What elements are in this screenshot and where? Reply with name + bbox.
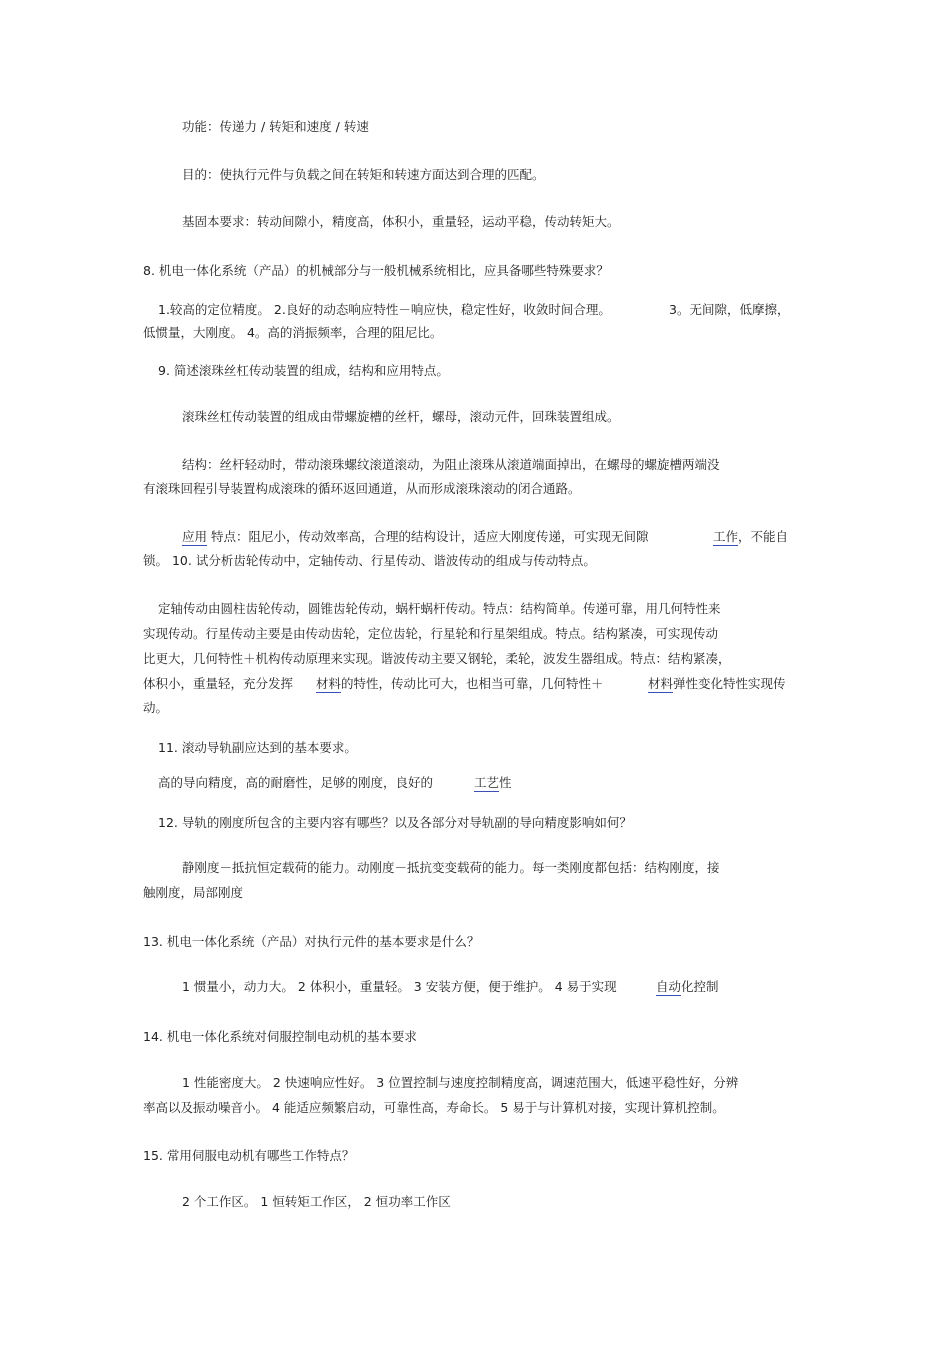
answer-11 — [158, 775, 433, 791]
answer-9-features-tail — [713, 529, 788, 545]
answer-9-features-text: 特点：阻尼小，传动效率高，合理的结构设计，适应大刚度传递，可实现无间隙 — [211, 529, 649, 544]
answer-10-line-3: 比更大，几何特性＋机构传动原理来实现。谐波传动主要又钢轮，柔轮，波发生器组成。特点：结构紧凑， — [143, 651, 731, 666]
answer-9-composition: 滚珠丝杠传动装置的组成由带螺旋槽的丝杆，螺母，滚动元件，回珠装置组成。 — [182, 409, 620, 424]
question-8: 8. 机电一体化系统（产品）的机械部分与一般机械系统相比，应具备哪些特殊要求？ — [143, 263, 609, 278]
link-material-1[interactable]: 材料 — [316, 676, 342, 691]
answer-12-line-2: 触刚度，局部刚度 — [143, 885, 244, 900]
answer-13 — [182, 979, 617, 995]
link-application[interactable]: 应用 — [182, 529, 208, 544]
answer-10-line-4 — [143, 676, 293, 692]
function-line: 功能：传递力 / 转矩和速度 / 转速 — [182, 119, 369, 134]
question-12: 12. 导轨的刚度所包含的主要内容有哪些？以及各部分对导轨副的导向精度影响如何？ — [158, 815, 632, 830]
answer-10-line-4-b: 的特性，传动比可大，也相当可靠，几何特性＋ — [341, 676, 604, 691]
answer-13-tail-text: 化控制 — [681, 979, 719, 994]
answer-9-structure-line-1: 结构：丝杆轻动时，带动滚珠螺纹滚道滚动，为阻止滚珠从滚道端面掉出，在螺母的螺旋槽两端没 — [182, 457, 720, 472]
question-10-line: 锁。 10. 试分析齿轮传动中，定轴传动、行星传动、谐波传动的组成与传动特点。 — [143, 553, 596, 568]
answer-12-line-1: 静刚度－抵抗恒定载荷的能力。动刚度－抵抗变变载荷的能力。每一类刚度都包括：结构刚度，接 — [182, 860, 720, 875]
answer-10-line-4-end — [648, 676, 786, 692]
answer-11-tail-text: 性 — [499, 775, 512, 790]
answer-8-line-2: 低惯量，大刚度。 4。高的消振频率，合理的阻尼比。 — [143, 325, 443, 340]
link-craft[interactable]: 工艺 — [474, 775, 500, 790]
answer-10-line-1: 定轴传动由圆柱齿轮传动，圆锥齿轮传动，蜗杆蜗杆传动。特点：结构简单。传递可靠，用几何特性来 — [158, 601, 721, 616]
question-13: 13. 机电一体化系统（产品）对执行元件的基本要求是什么？ — [143, 934, 480, 949]
answer-14-line-1: 1 性能密度大。 2 快速响应性好。 3 位置控制与速度控制精度高，调速范围大，低速平稳性好，分辨 — [182, 1075, 739, 1090]
purpose-line: 目的：使执行元件与负载之间在转矩和转速方面达到合理的匹配。 — [182, 167, 545, 182]
link-work[interactable]: 工作 — [713, 529, 739, 544]
answer-13-tail — [656, 979, 719, 995]
answer-9-structure-line-2: 有滚珠回程引导装置构成滚珠的循环返回通道，从而形成滚珠滚动的闭合通路。 — [143, 481, 581, 496]
answer-9-features-tail-text: ，不能自 — [738, 529, 789, 544]
answer-15: 2 个工作区。 1 恒转矩工作区， 2 恒功率工作区 — [182, 1194, 451, 1209]
answer-10-line-2: 实现传动。行星传动主要是由传动齿轮，定位齿轮，行星轮和行星架组成。特点。结构紧凑，可实现传动 — [143, 626, 719, 641]
answer-10-line-4-c: 弹性变化特性实现传 — [673, 676, 786, 691]
link-automatic[interactable]: 自动 — [656, 979, 682, 994]
answer-9-features-line — [182, 529, 649, 545]
basic-requirements-line: 基固本要求：转动间隙小，精度高，体积小，重量轻，运动平稳，传动转矩大。 — [182, 214, 620, 229]
answer-10-line-4-mid — [316, 676, 604, 692]
answer-11-tail — [474, 775, 512, 791]
question-11: 11. 滚动导轨副应达到的基本要求。 — [158, 740, 357, 755]
answer-8-line-1: 1.较高的定位精度。 2.良好的动态响应特性－响应快，稳定性好，收敛时间合理。 — [158, 302, 611, 317]
answer-10-line-4-a: 体积小，重量轻，充分发挥 — [143, 676, 294, 691]
answer-13-text: 1 惯量小，动力大。 2 体积小，重量轻。 3 安装方便，便于维护。 4 易于实现 — [182, 979, 617, 994]
answer-10-line-5: 动。 — [143, 700, 169, 715]
question-9: 9. 简述滚珠丝杠传动装置的组成，结构和应用特点。 — [158, 363, 449, 378]
answer-8-line-1-tail: 3。无间隙，低摩擦， — [669, 302, 790, 317]
question-15: 15. 常用伺服电动机有哪些工作特点？ — [143, 1148, 355, 1163]
answer-11-text: 高的导向精度，高的耐磨性，足够的刚度，良好的 — [158, 775, 434, 790]
link-material-2[interactable]: 材料 — [648, 676, 674, 691]
answer-14-line-2: 率高以及振动噪音小。 4 能适应频繁启动，可靠性高，寿命长。 5 易于与计算机对接，实现计算机控制。 — [143, 1100, 725, 1115]
question-14: 14. 机电一体化系统对伺服控制电动机的基本要求 — [143, 1029, 417, 1044]
